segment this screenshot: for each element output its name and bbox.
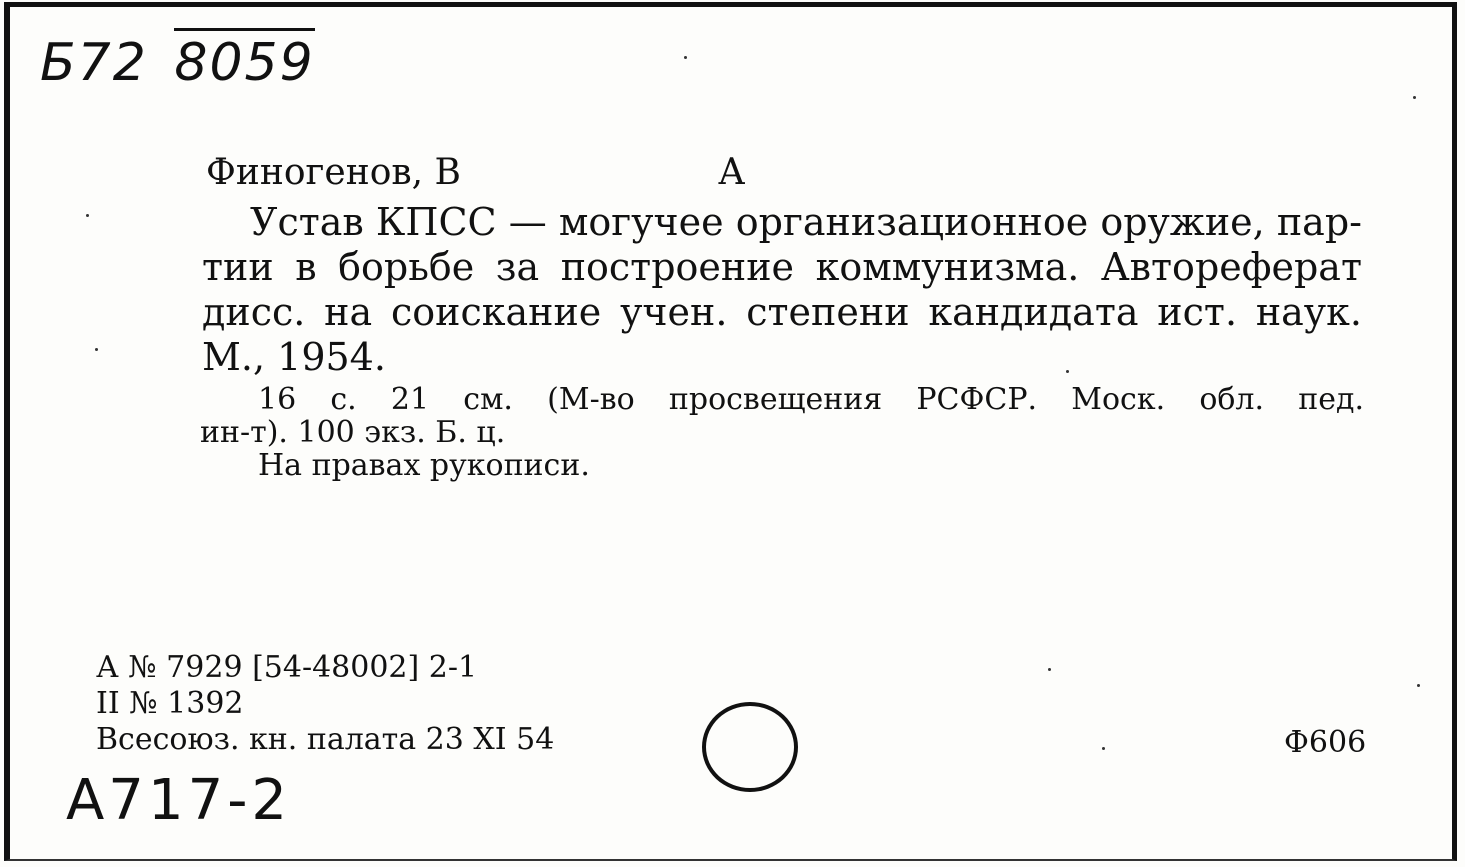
author-initial: А: [718, 152, 746, 193]
collation-block: [200, 383, 1364, 482]
scan-speck: [684, 56, 687, 59]
price-code: Ф606: [1284, 725, 1367, 760]
scan-speck: [1048, 668, 1051, 671]
collation-line: ин-т). 100 экз. Б. ц.: [200, 415, 506, 450]
shelf-mark-prefix: Б72: [40, 33, 148, 93]
registration-line: Всесоюз. кн. палата 23 XI 54: [96, 722, 555, 757]
scan-speck: [1066, 370, 1069, 373]
scan-speck: [86, 214, 89, 217]
collation-line: 16 с. 21 см. (М-во просвещения РСФСР. Моск. обл. пед.: [258, 382, 1364, 417]
title-line: Устав КПСС — могучее организационное оружие, пар-: [250, 200, 1362, 244]
author-name: Финогенов, В: [206, 152, 461, 193]
manuscript-note: На правах рукописи.: [258, 448, 590, 483]
registration-line: А № 7929 [54-48002] 2-1: [96, 650, 478, 685]
registration-line: II № 1392: [96, 686, 244, 721]
shelf-mark-number: 8059: [174, 28, 314, 93]
scan-speck: [95, 348, 98, 351]
imprint-line: М., 1954.: [202, 335, 386, 379]
title-statement: [202, 200, 1362, 380]
title-line: дисс. на соискание учен. степени кандидата ист. наук.: [202, 290, 1362, 334]
scan-speck: [1102, 747, 1105, 750]
handwritten-inventory-mark: А717-2: [66, 768, 292, 833]
scan-speck: [1417, 684, 1420, 687]
circle-stamp: [702, 702, 798, 792]
scan-speck: [1413, 96, 1416, 99]
handwritten-shelf-mark: [40, 28, 315, 93]
title-line: тии в борьбе за построение коммунизма. Автореферат: [202, 245, 1362, 289]
registration-block: [96, 650, 554, 758]
